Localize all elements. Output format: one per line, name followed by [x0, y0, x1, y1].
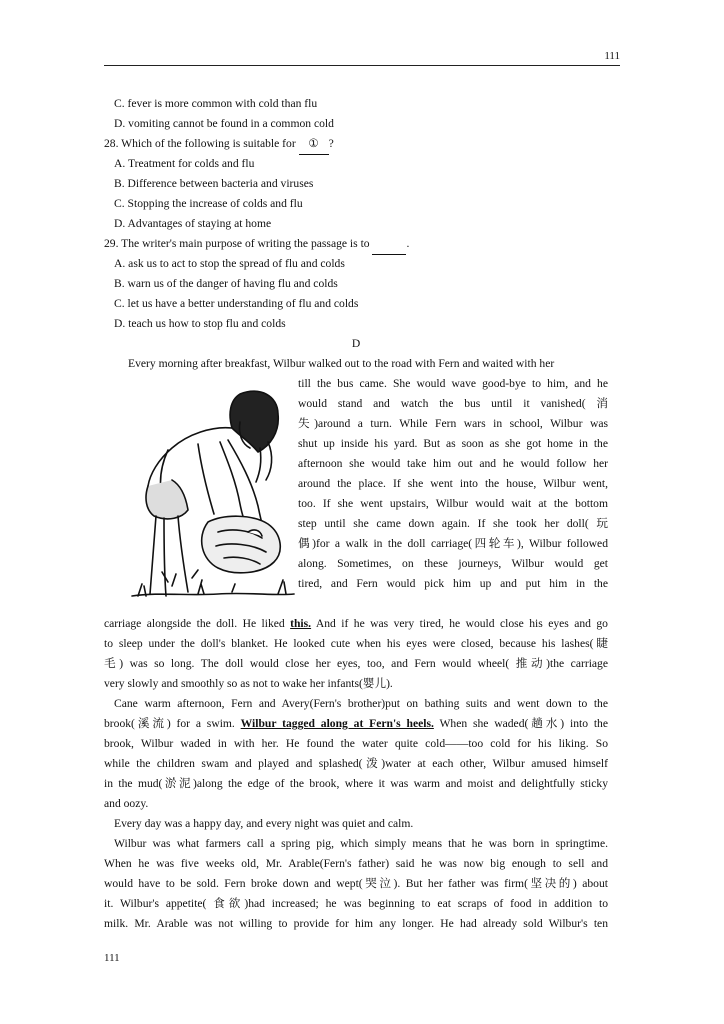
passage-line: afternoon she would take him out and he would follow her: [298, 457, 608, 470]
passage-line: Cane warm afternoon, Fern and Avery(Fern's brother)put on bathing suits and went down to the: [114, 697, 608, 710]
passage-line: When he was five weeks old, Mr. Arable(Fern's father) said he was now big enough to sell and: [104, 857, 608, 870]
q29-option-d: D. teach us how to stop flu and colds: [114, 317, 286, 330]
girl-with-pig-illustration: [128, 382, 296, 608]
passage-line: 偶)for a walk in the doll carriage(四轮车), Wilbur followed: [298, 537, 608, 550]
passage-line: milk. Mr. Arable was not willing to provide for him any longer. He had already sold Wilbur's ten: [104, 917, 608, 930]
passage-line: Wilbur was what farmers call a spring pig, which simply means that he was born in springtime.: [114, 837, 608, 850]
passage-line: in the mud(淤泥)along the edge of the brook, where it was warm and moist and delightfully sticky: [104, 777, 608, 790]
passage-line: too. If she went upstairs, Wilbur would wait at the bottom: [298, 497, 608, 510]
passage-line: Every day was a happy day, and every night was quiet and calm.: [114, 817, 414, 830]
page-number-bottom: 111: [104, 952, 120, 964]
q29-option-b: B. warn us of the danger of having flu and colds: [114, 277, 338, 290]
passage-line: to sleep under the doll's blanket. He looked cute when his eyes were closed, because his lashes(睫: [104, 637, 608, 650]
wrapped-text-column: [298, 374, 608, 594]
q28-option-c: C. Stopping the increase of colds and flu: [114, 197, 303, 210]
passage-line: brook, Wilbur waded in with her. He found the water quite cold——too cold for his liking. So: [104, 737, 608, 750]
underlined-this: this.: [290, 617, 312, 630]
passage-line: Every morning after breakfast, Wilbur walked out to the road with Fern and waited with her: [128, 357, 555, 370]
q29-option-a: A. ask us to act to stop the spread of flu and colds: [114, 257, 345, 270]
passage-line: 毛) was so long. The doll would close her eyes, too, and Fern would wheel( 推动)the carriage: [104, 657, 608, 670]
q28-option-b: B. Difference between bacteria and viruses: [114, 177, 314, 190]
section-label: D: [351, 337, 361, 350]
passage-line: and oozy.: [104, 797, 149, 810]
q29-stem: 29. The writer's main purpose of writing the passage is to .: [104, 234, 608, 254]
q28-blank: ①: [299, 134, 329, 155]
header-rule: [104, 65, 620, 66]
q29-blank: [372, 234, 406, 255]
q27-option-d: D. vomiting cannot be found in a common cold: [114, 117, 334, 130]
passage-line: while the children swam and played and splashed(泼)water at each other, Wilbur amused himself: [104, 757, 608, 770]
passage-line: very slowly and smoothly so as not to wake her infants(婴儿).: [104, 677, 393, 690]
passage-line: tired, and Fern would pick him up and put him in the: [298, 577, 608, 590]
passage-line: step until she came down again. If she took her doll( 玩: [298, 517, 608, 530]
page-number-top: 111: [604, 50, 620, 62]
passage-line: around the place. If she went into the house, Wilbur went,: [298, 477, 608, 490]
passage-line: carriage alongside the doll. He liked this. And if he was very tired, he would close his eyes and go: [104, 617, 608, 630]
q28-option-a: A. Treatment for colds and flu: [114, 157, 255, 170]
q28-option-d: D. Advantages of staying at home: [114, 217, 272, 230]
document-body: [104, 94, 608, 934]
passage-line: would have to be sold. Fern broke down and wept(哭泣). But her father was firm(坚决的) about: [104, 877, 608, 890]
passage-line: would stand and watch the bus until it vanished( 消: [298, 397, 608, 410]
q28-stem: 28. Which of the following is suitable for ① ?: [104, 134, 608, 154]
passage-line: 失)around a turn. While Fern wars in school, Wilbur was: [298, 417, 608, 430]
passage-line: till the bus came. She would wave good-bye to him, and he: [298, 377, 608, 390]
illustrated-block: [104, 374, 608, 614]
passage-line: along. Sometimes, on these journeys, Wilbur would get: [298, 557, 608, 570]
passage-line: brook(溪流) for a swim. Wilbur tagged along at Fern's heels. When she waded(趟水) into the: [104, 717, 608, 730]
passage-line: shut up inside his yard. But as soon as she got home in the: [298, 437, 608, 450]
underlined-sentence: Wilbur tagged along at Fern's heels.: [240, 717, 434, 730]
q29-option-c: C. let us have a better understanding of flu and colds: [114, 297, 359, 310]
q27-option-c: C. fever is more common with cold than flu: [114, 97, 318, 110]
passage-line: it. Wilbur's appetite( 食欲)had increased; he was beginning to eat scraps of food in addition to: [104, 897, 608, 910]
